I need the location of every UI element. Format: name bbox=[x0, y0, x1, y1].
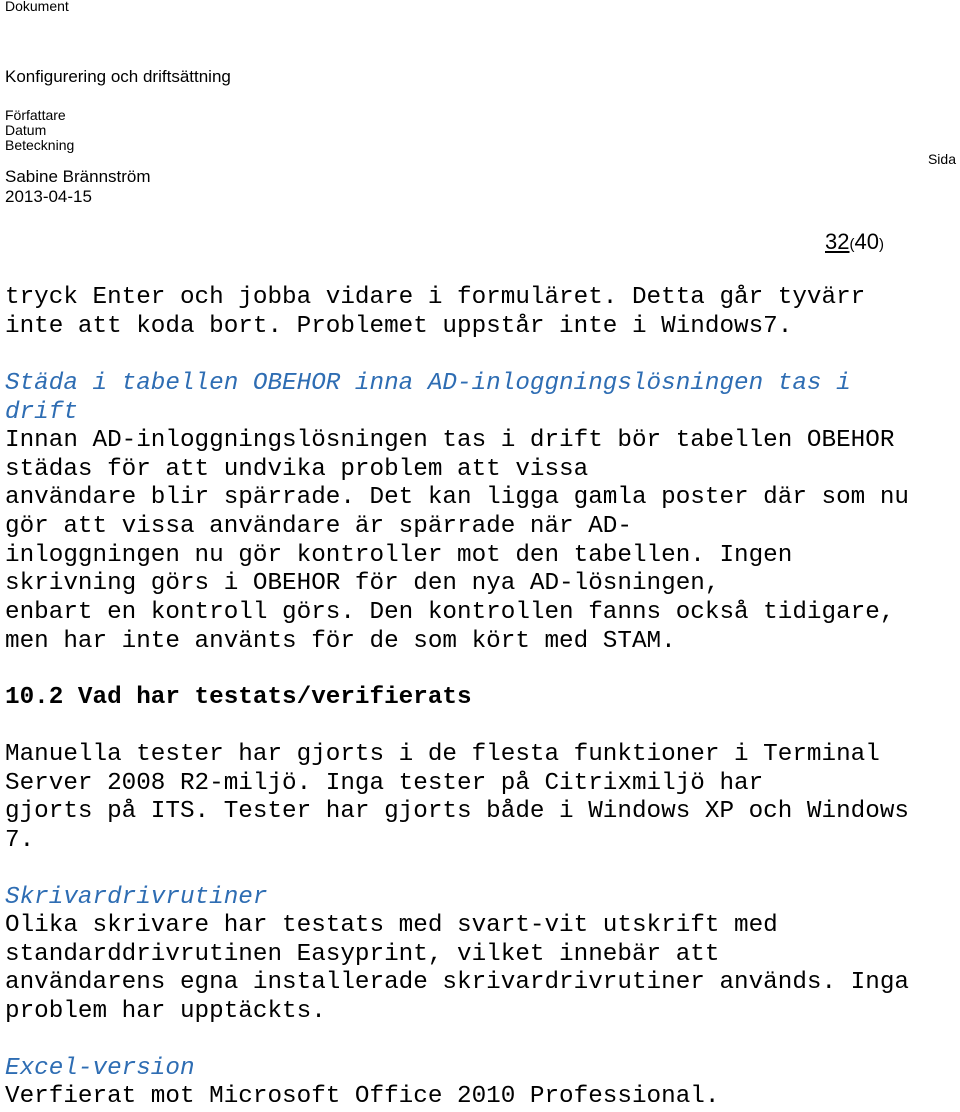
heading-line: 10.2 Vad har testats/verifierats bbox=[5, 684, 472, 711]
printer-heading bbox=[5, 884, 955, 913]
section-paragraph bbox=[5, 741, 955, 856]
text-line: men har inte använts för de som kört med STAM. bbox=[5, 627, 676, 655]
text-line: användarens egna installerade skrivardrivrutiner används. Inga bbox=[5, 969, 909, 997]
document-label: Dokument bbox=[5, 0, 69, 14]
text-line: Server 2008 R2-miljö. Inga tester på Citrixmiljö har bbox=[5, 769, 764, 797]
obehor-heading bbox=[5, 370, 955, 427]
page-open-paren: ( bbox=[849, 236, 855, 253]
author-label: Författare bbox=[5, 107, 66, 123]
page-close-paren: ) bbox=[878, 236, 884, 253]
excel-paragraph bbox=[5, 1083, 955, 1112]
text-line: Innan AD-inloggningslösningen tas i drift bör tabellen OBEHOR bbox=[5, 427, 895, 454]
page-current: 32 bbox=[825, 229, 850, 254]
text-line: 7. bbox=[5, 827, 35, 855]
heading-line: Excel-version bbox=[5, 1055, 195, 1082]
document-title: Konfigurering och driftsättning bbox=[5, 67, 231, 86]
text-line: tryck Enter och jobba vidare i formuläret. Detta går tyvärr bbox=[5, 284, 866, 311]
section-heading bbox=[5, 684, 955, 713]
text-line: problem har upptäckts. bbox=[5, 998, 326, 1026]
text-line: inloggningen nu gör kontroller mot den tabellen. Ingen bbox=[5, 541, 793, 569]
heading-line: Städa i tabellen OBEHOR inna AD-inloggningslösningen tas i bbox=[5, 370, 851, 397]
text-line: Verfierat mot Microsoft Office 2010 Professional. bbox=[5, 1083, 720, 1110]
text-line: gör att vissa användare är spärrade när AD- bbox=[5, 513, 632, 541]
page-total: 40 bbox=[854, 229, 879, 254]
text-line: standarddrivrutinen Easyprint, vilket innebär att bbox=[5, 940, 720, 968]
text-line: gjorts på ITS. Tester har gjorts både i Windows XP och Windows bbox=[5, 798, 909, 826]
document-date: 2013-04-15 bbox=[5, 187, 92, 206]
printer-paragraph bbox=[5, 912, 955, 1027]
text-line: användare blir spärrade. Det kan ligga gamla poster där som nu bbox=[5, 484, 909, 512]
intro-paragraph bbox=[5, 284, 955, 341]
heading-line: Skrivardrivrutiner bbox=[5, 884, 268, 911]
author-name: Sabine Brännström bbox=[5, 167, 151, 186]
page-label: Sida bbox=[927, 151, 956, 167]
heading-line: drift bbox=[5, 398, 78, 426]
text-line: städas för att undvika problem att vissa bbox=[5, 455, 589, 483]
designation-label: Beteckning bbox=[5, 137, 75, 153]
date-label: Datum bbox=[5, 122, 47, 138]
obehor-paragraph bbox=[5, 427, 955, 657]
page-number bbox=[825, 229, 884, 255]
text-line: enbart en kontroll görs. Den kontrollen fanns också tidigare, bbox=[5, 599, 895, 627]
excel-heading bbox=[5, 1055, 955, 1084]
text-line: Manuella tester har gjorts i de flesta funktioner i Terminal bbox=[5, 741, 880, 768]
text-line: skrivning görs i OBEHOR för den nya AD-lösningen, bbox=[5, 570, 720, 598]
text-line: inte att koda bort. Problemet uppstår inte i Windows7. bbox=[5, 312, 793, 340]
text-line: Olika skrivare har testats med svart-vit utskrift med bbox=[5, 912, 778, 939]
